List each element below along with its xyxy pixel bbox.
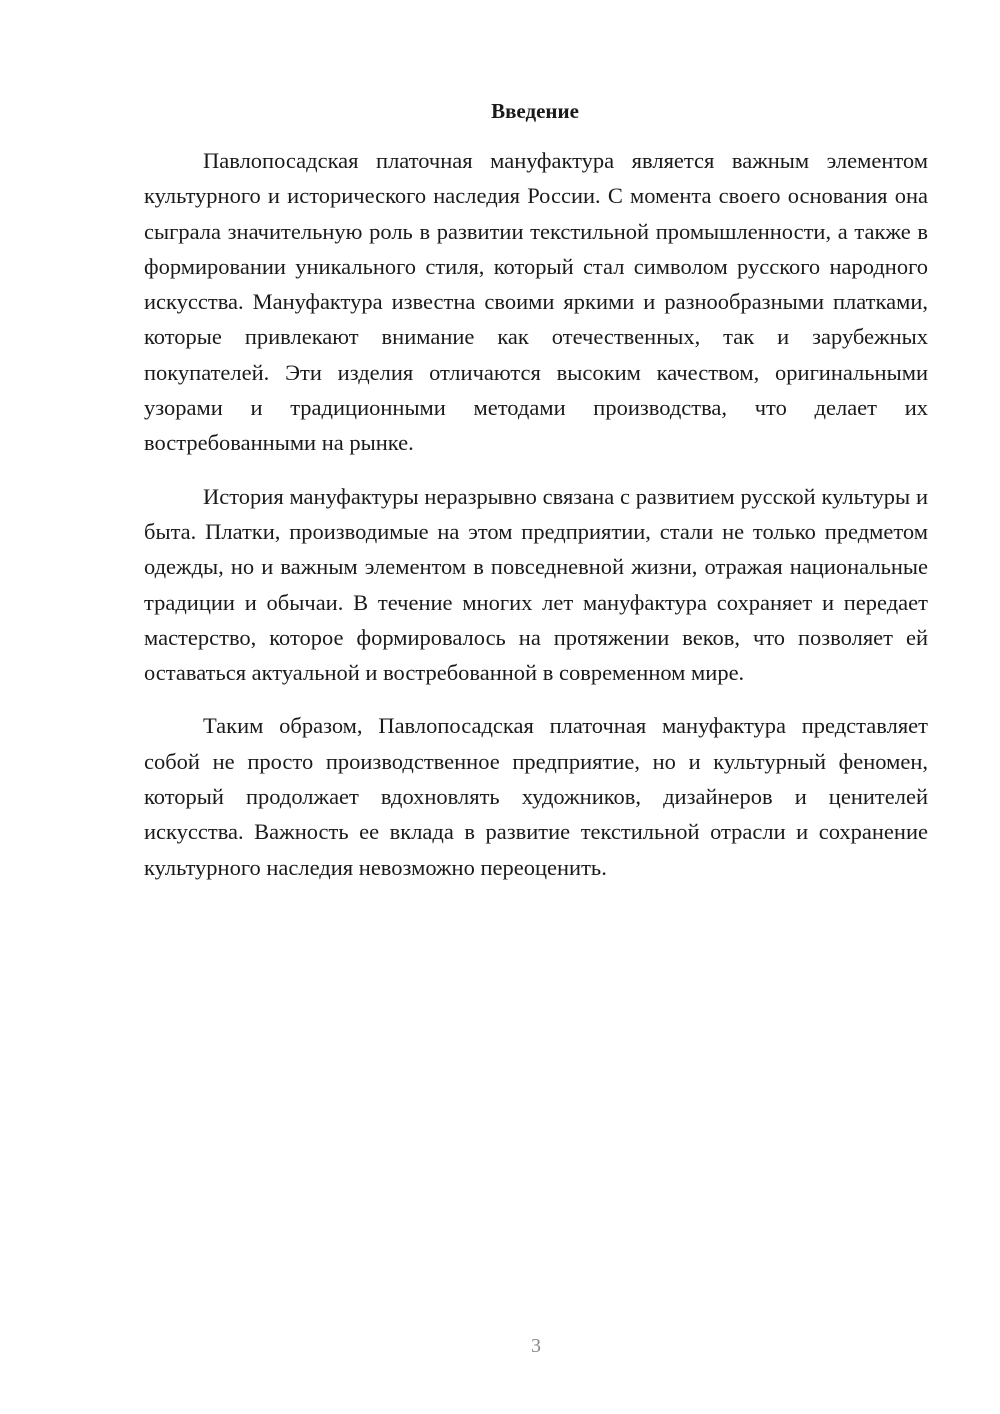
paragraph-3: Таким образом, Павлопосадская платочная мануфактура представляет собой не просто производственное предприятие, но и культурный феномен, который продолжает вдохновлять художников, дизайнеров и ценителей искусства. Важность ее вклада в развитие текстильной отрасли и сохранение культурного наследия невозможно переоценить. — [144, 713, 928, 880]
section-heading: Введение — [491, 99, 579, 123]
page-number: 3 — [531, 1335, 541, 1357]
body-text — [144, 143, 928, 903]
paragraph-1: Павлопосадская платочная мануфактура является важным элементом культурного и исторического наследия России. С момента своего основания она сыграла значительную роль в развитии текстильной промышленности, а также в формировании уникального стиля, который стал символом русского народного искусства. Мануфактура известна своими яркими и разнообразными платками, которые привлекают внимание как отечественных, так и зарубежных покупателей. Эти изделия отличаются высоким качеством, оригинальными узорами и традиционными методами производства, что делает их востребованными на рынке. — [144, 148, 928, 456]
paragraph-2: История мануфактуры неразрывно связана с развитием русской культуры и быта. Платки, производимые на этом предприятии, стали не только предметом одежды, но и важным элементом в повседневной жизни, отражая национальные традиции и обычаи. В течение многих лет мануфактура сохраняет и передает мастерство, которое формировалось на протяжении веков, что позволяет ей оставаться актуальной и востребованной в современном мире. — [144, 483, 928, 686]
